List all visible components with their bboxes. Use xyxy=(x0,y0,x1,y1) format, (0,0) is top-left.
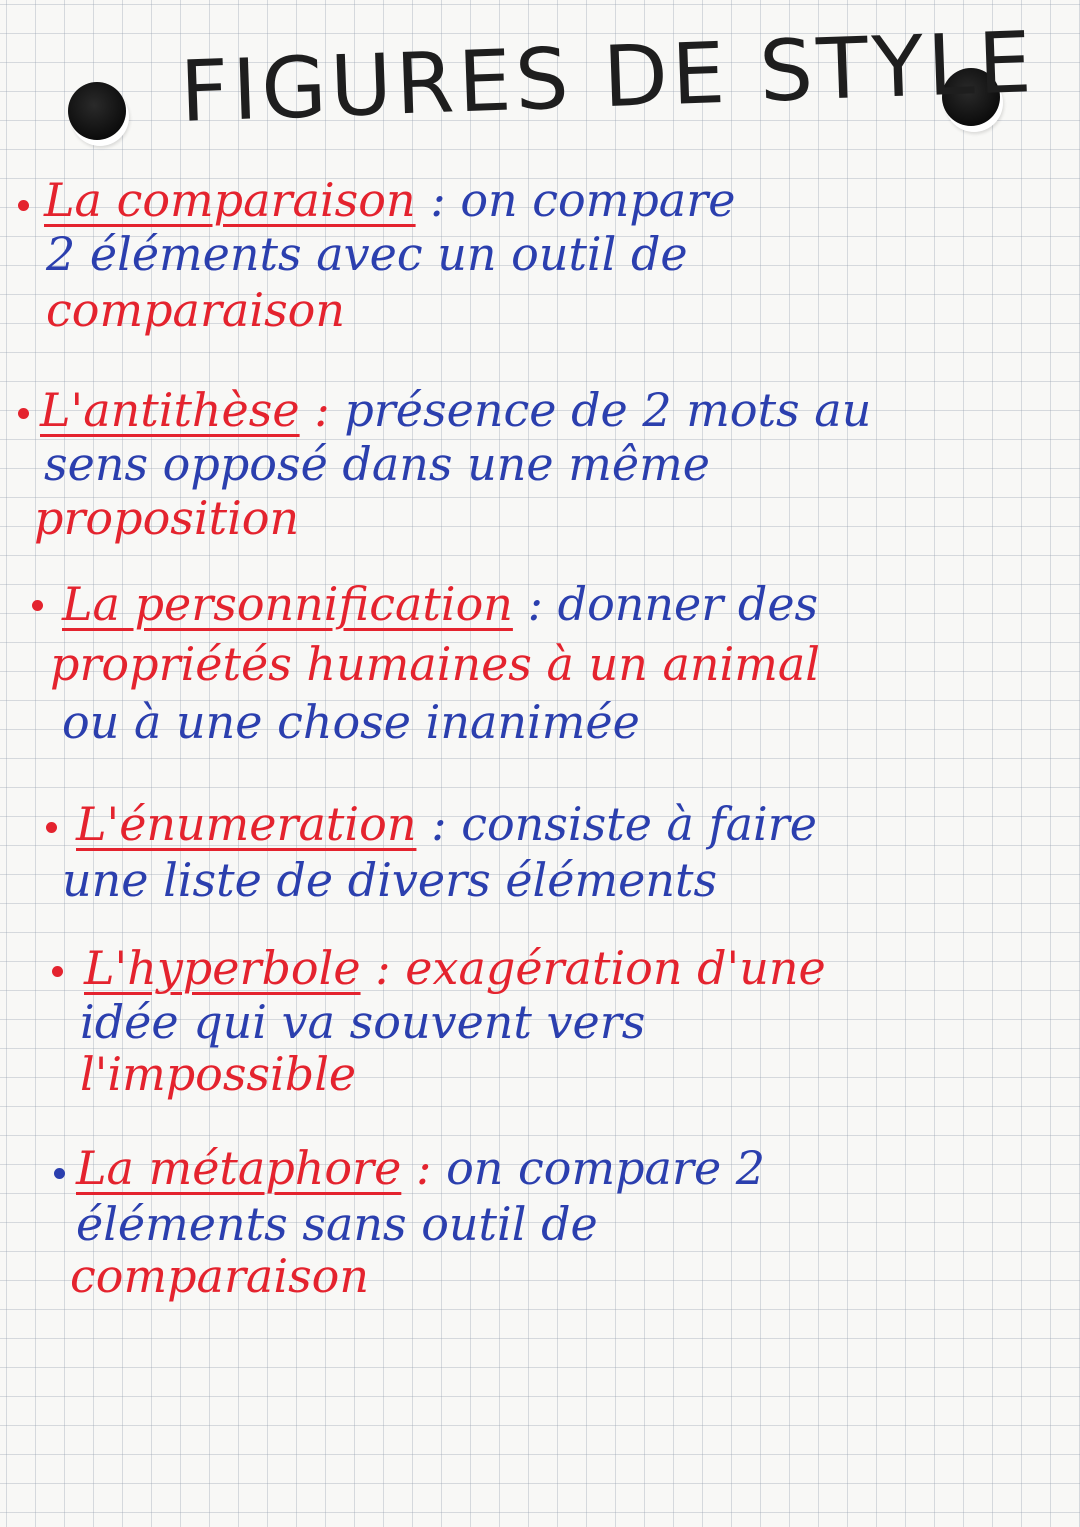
separator: : xyxy=(401,1141,447,1195)
bullet-dot xyxy=(54,1168,65,1179)
definition-line: consiste à faire xyxy=(461,797,817,851)
term-label: L'antithèse xyxy=(40,383,300,437)
term-label: La personnification xyxy=(62,577,513,631)
bullet-dot xyxy=(18,408,29,419)
definition-line: présence de 2 mots au xyxy=(344,383,872,437)
separator: : xyxy=(416,797,462,851)
definition-line: on compare xyxy=(460,173,736,227)
separator: : xyxy=(512,577,558,631)
definition-line: idée qui va souvent vers xyxy=(80,995,646,1049)
definition-line: éléments sans outil de xyxy=(76,1197,598,1251)
definition-line: ou à une chose inanimée xyxy=(62,695,640,749)
definition-line: comparaison xyxy=(46,283,345,337)
bullet-dot xyxy=(52,966,63,977)
bullet-dot xyxy=(18,200,29,211)
definition-line: donner des xyxy=(557,577,819,631)
term-label: La comparaison xyxy=(44,173,416,227)
definition-line: l'impossible xyxy=(80,1047,357,1101)
separator: : xyxy=(299,383,345,437)
term-label: L'hyperbole xyxy=(84,941,361,995)
definition-line: 2 éléments avec un outil de xyxy=(46,227,688,281)
definition-line: proposition xyxy=(34,491,300,545)
definition-line: comparaison xyxy=(70,1249,369,1303)
definition-line: sens opposé dans une même xyxy=(44,437,710,491)
definition-line: exagération d'une xyxy=(405,941,826,995)
separator: : xyxy=(415,173,461,227)
separator: : xyxy=(360,941,406,995)
bullet-dot xyxy=(46,822,57,833)
bullet-dot xyxy=(32,600,43,611)
page-title: FIGURES DE STYLE xyxy=(178,13,1037,141)
definition-line: une liste de divers éléments xyxy=(62,853,718,907)
term-label: L'énumeration xyxy=(76,797,417,851)
definition-line: propriétés humaines à un animal xyxy=(50,637,820,691)
punch-hole-left xyxy=(68,82,126,140)
definition-line: on compare 2 xyxy=(446,1141,766,1195)
term-label: La métaphore xyxy=(76,1141,402,1195)
